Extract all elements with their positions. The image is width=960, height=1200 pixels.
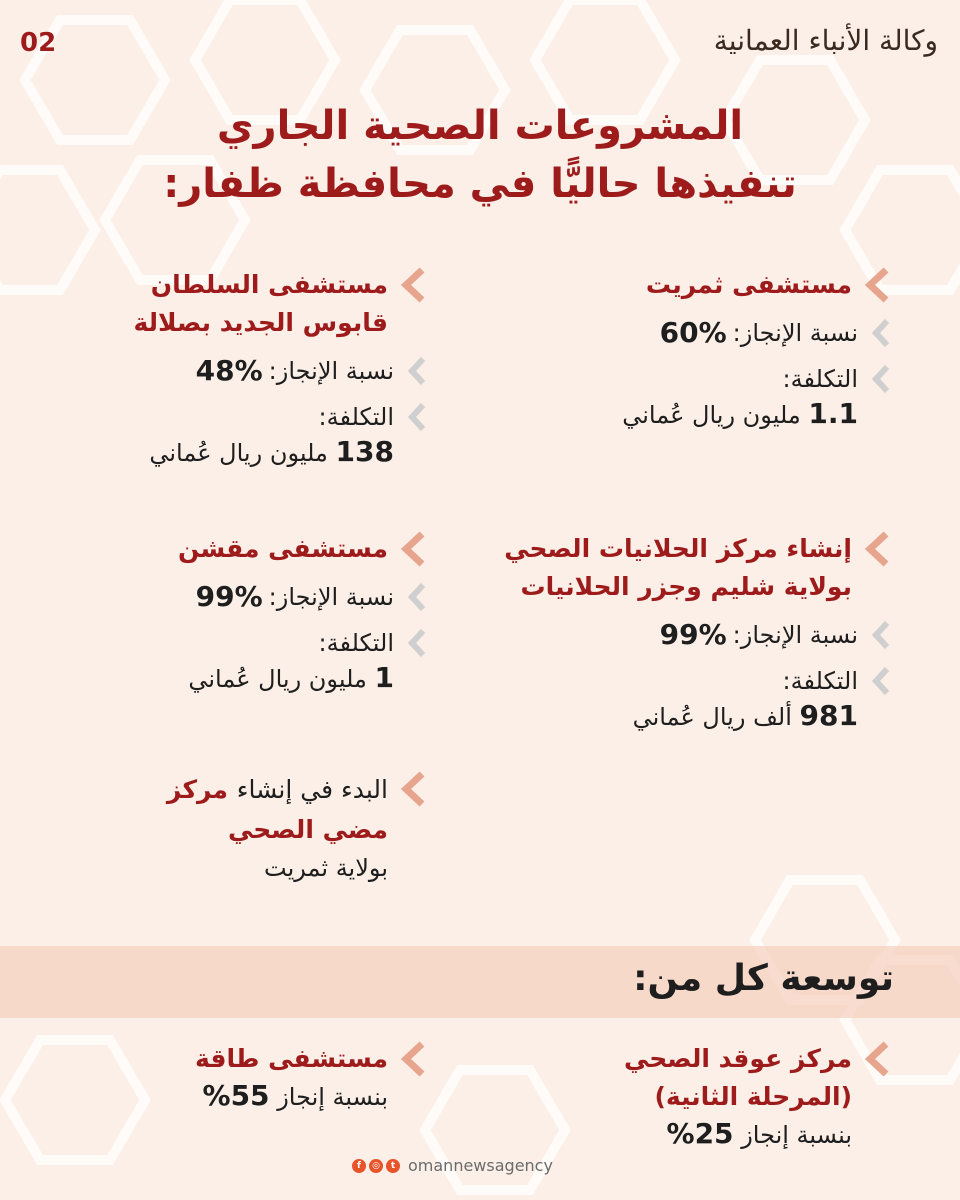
chevron-left-icon	[862, 266, 892, 304]
completion-label: نسبة الإنجاز:	[732, 319, 858, 347]
page-number: 02	[20, 28, 57, 58]
project-muqshin	[48, 530, 428, 697]
cost-number: 1	[374, 661, 394, 694]
facebook-icon[interactable]: f	[352, 1159, 366, 1173]
completion-value: 99%	[195, 580, 263, 613]
project-name: مستشفى مقشن	[178, 534, 388, 563]
instagram-icon[interactable]: ◎	[369, 1159, 383, 1173]
chevron-left-icon	[870, 618, 892, 652]
expansion-awqad	[512, 1040, 892, 1153]
page-title-line2: تنفيذها حاليًّا في محافظة ظفار:	[163, 161, 797, 207]
cost-number: 1.1	[808, 397, 858, 430]
cost-unit: مليون ريال عُماني	[622, 401, 801, 429]
completion-label: نسبة الإنجاز:	[268, 583, 394, 611]
project-name: مستشفى ثمريت	[645, 270, 852, 299]
project-thumrait	[532, 266, 892, 433]
chevron-left-icon	[398, 1040, 428, 1078]
project-madhi-start	[48, 770, 428, 886]
cost-unit: مليون ريال عُماني	[149, 439, 328, 467]
expansion-name-line2: (المرحلة الثانية)	[654, 1082, 852, 1111]
completion-value: 55%	[202, 1079, 270, 1112]
project-hallaniyat	[472, 530, 892, 735]
cost-unit: ألف ريال عُماني	[632, 703, 792, 731]
expansion-taqah	[48, 1040, 428, 1115]
chevron-left-icon	[398, 530, 428, 568]
completion-label: نسبة الإنجاز:	[732, 621, 858, 649]
project-name-line2: قابوس الجديد بصلالة	[133, 308, 388, 337]
completion-label: نسبة الإنجاز:	[268, 357, 394, 385]
expansion-name: مستشفى طاقة	[194, 1044, 388, 1073]
start-prefix: البدء في إنشاء	[236, 775, 388, 804]
social-icons	[352, 1159, 400, 1173]
start-highlight: مركز	[166, 775, 229, 804]
page-title-line1: المشروعات الصحية الجاري	[216, 103, 744, 149]
cost-number: 138	[335, 435, 394, 468]
expansion-completion	[48, 1078, 428, 1115]
completion-label: بنسبة إنجاز	[277, 1083, 388, 1111]
cost-label: التكلفة:	[318, 403, 394, 431]
cost-label: التكلفة:	[318, 629, 394, 657]
start-name-line2: مضي الصحي	[227, 815, 388, 844]
start-location: بولاية ثمريت	[264, 854, 388, 882]
cost-value	[532, 396, 892, 433]
chevron-left-icon	[398, 266, 428, 304]
footer	[352, 1156, 553, 1175]
expansion-completion	[512, 1116, 892, 1153]
cost-value	[48, 660, 428, 697]
cost-value	[48, 434, 428, 471]
chevron-left-icon	[398, 770, 428, 808]
chevron-left-icon	[406, 354, 428, 388]
cost-label: التكلفة:	[782, 667, 858, 695]
social-handle[interactable]: omannewsagency	[408, 1156, 553, 1175]
chevron-left-icon	[862, 530, 892, 568]
chevron-left-icon	[870, 362, 892, 396]
cost-number: 981	[799, 699, 858, 732]
cost-value	[472, 698, 892, 735]
chevron-left-icon	[870, 664, 892, 698]
project-name-line1: مستشفى السلطان	[150, 270, 388, 299]
cost-unit: مليون ريال عُماني	[188, 665, 367, 693]
completion-value: 60%	[659, 316, 727, 349]
agency-logo: وكالة الأنباء العمانية	[713, 24, 938, 57]
completion-value: 99%	[659, 618, 727, 651]
completion-label: بنسبة إنجاز	[741, 1121, 852, 1149]
chevron-left-icon	[870, 316, 892, 350]
chevron-left-icon	[862, 1040, 892, 1078]
completion-value: 25%	[666, 1117, 734, 1150]
cost-label: التكلفة:	[782, 365, 858, 393]
project-name-line2: بولاية شليم وجزر الحلانيات	[520, 572, 852, 601]
project-name-line1: إنشاء مركز الحلانيات الصحي	[504, 534, 852, 563]
chevron-left-icon	[406, 400, 428, 434]
chevron-left-icon	[406, 626, 428, 660]
chevron-left-icon	[406, 580, 428, 614]
expansion-name-line1: مركز عوقد الصحي	[624, 1044, 852, 1073]
twitter-icon[interactable]: t	[386, 1159, 400, 1173]
project-sultan-qaboos	[48, 266, 428, 471]
expansion-heading: توسعة كل من:	[633, 958, 894, 999]
completion-value: 48%	[195, 354, 263, 387]
